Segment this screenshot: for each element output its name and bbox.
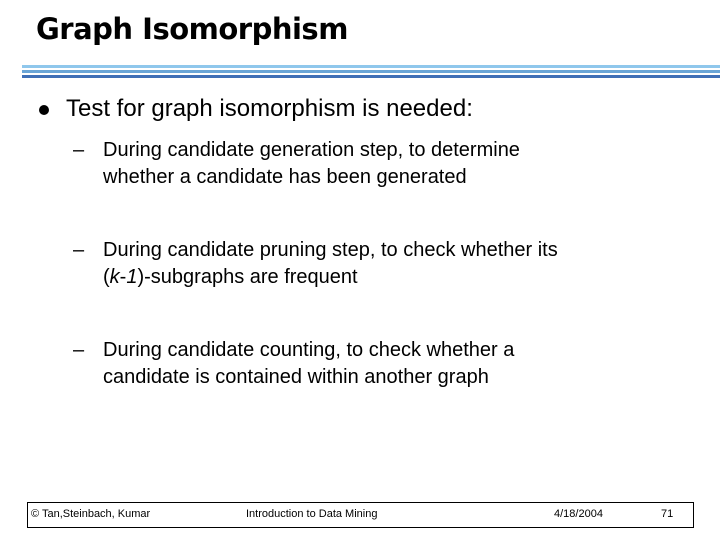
footer-date: 4/18/2004 [554, 508, 603, 520]
dash-icon: – [73, 139, 85, 161]
bullet-dot-icon [39, 105, 49, 115]
dash-icon: – [73, 239, 85, 261]
paren-open: ( [103, 266, 110, 288]
footer-page-number: 71 [661, 508, 674, 520]
slide-footer [27, 502, 694, 528]
sub-bullet-line: During candidate pruning step, to check whether its [103, 239, 558, 261]
sub-bullet-text [103, 137, 673, 191]
footer-author: © Tan,Steinbach, Kumar [31, 508, 151, 520]
sub-bullet-text [103, 237, 673, 291]
footer-course: Introduction to Data Mining [246, 508, 378, 520]
sub-bullet-line: During candidate counting, to check whether a [103, 339, 515, 361]
main-bullet-text: Test for graph isomorphism is needed: [66, 95, 473, 122]
title-rule-middle [22, 70, 720, 73]
sub-bullet-line: During candidate generation step, to determine [103, 139, 520, 161]
sub-bullet-line: candidate is contained within another graph [103, 366, 489, 388]
sub-bullet-text [103, 337, 673, 391]
subgraphs-text: )-subgraphs are frequent [137, 266, 358, 288]
k-variable: k [109, 266, 120, 288]
one-value: 1 [126, 266, 138, 288]
title-rule-top [22, 65, 720, 68]
minus-sign: - [119, 266, 127, 288]
sub-bullet-line [103, 264, 673, 291]
dash-icon: – [73, 339, 85, 361]
sub-bullet-line: whether a candidate has been generated [103, 166, 467, 188]
title-rule-bottom [22, 75, 720, 78]
slide-title: Graph Isomorphism [36, 12, 348, 46]
